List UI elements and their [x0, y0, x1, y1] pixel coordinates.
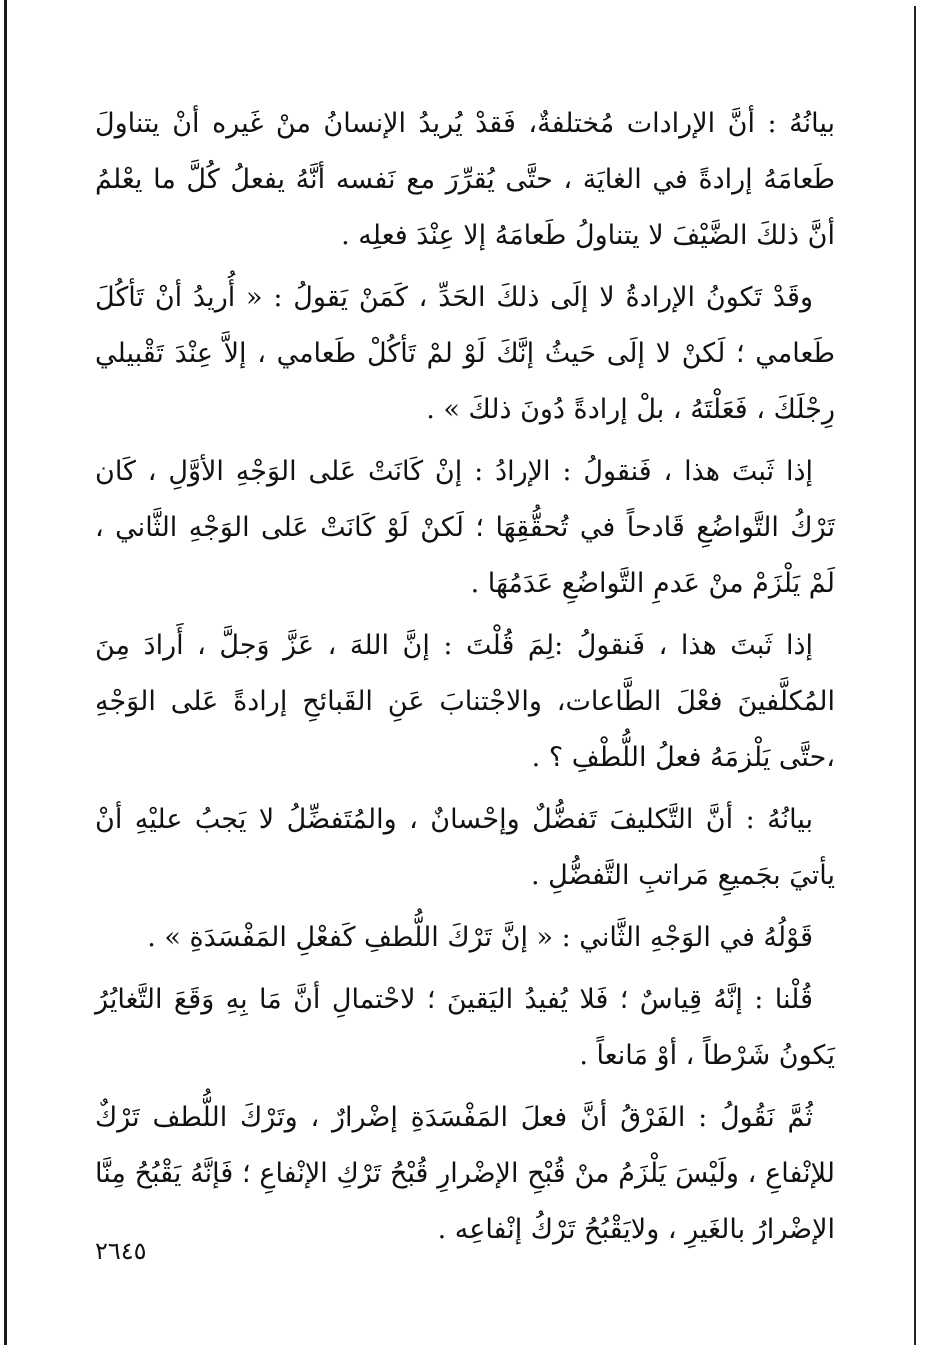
paragraph-8: ثُمَّ نَقُولُ : الفَرْقُ أنَّ فعلَ المَفْسَدَةِ إضْرارٌ ، وتَرْكَ اللُّطف تَرْكٌ للإنْفاعِ ، ولَيْسَ يَلْزَمُ منْ قُبْحِ الإضْرارِ قُبْحُ تَرْكِ الإنْفاعِ ؛ فَإنَّهُ يَقْبُحُ مِنَّا الإضْرارُ بالغَيرِ ، ولايَقْبُحُ تَرْكُ إنْفاعِه . — [95, 1102, 835, 1245]
paragraph-5: بيانُهُ : أنَّ التَّكليفَ تَفضُّلٌ وإحْسانٌ ، والمُتَفضِّلُ لا يَجبُ عليْهِ أنْ يأتيَ بجَميعِ مَراتبِ التَّفضُّلِ . — [95, 804, 835, 891]
scan-border-left — [4, 0, 7, 1345]
paragraph-7: قُلْنا : إنَّهُ قِياسٌ ؛ فَلا يُفيدُ اليَقينَ ؛ لاحْتمالِ أنَّ مَا بِهِ وَقَعَ التَّغايُرُ يَكونُ شَرْطاً ، أوْ مَانعاً . — [95, 984, 835, 1071]
paragraph-6: قَوْلُهُ في الوَجْهِ الثَّاني : « إنَّ تَرْكَ اللُّطفِ كَفعْلِ المَفْسَدَةِ » . — [147, 922, 813, 953]
paragraph-4: إذا ثَبتَ هذا ، فَنقولُ :لِمَ قُلْتَ : إنَّ اللهَ ، عَزَّ وَجلَّ ، أَرادَ مِنَ المُكلَّفينَ فعْلَ الطَّاعات، والاجْتنابَ عَنِ القَبائحِ إرادةً عَلى الوَجْهِ ،حتَّى يَلْزمَهُ فعلُ اللُّطْفِ ؟ . — [95, 630, 835, 773]
paragraph-1: بيانُهُ : أنَّ الإرادات مُختلفةٌ، فَقدْ يُريدُ الإنسانُ منْ غَيره أنْ يتناولَ طَعامَهُ إرادةً في الغايَة ، حتَّى يُقرِّرَ مع نَفسه أنَّهُ يفعلُ كُلَّ ما يعْلمُ أنَّ ذلكَ الضَّيْفَ لا يتناولُ طَعامَهُ إلا عِنْدَ فعلِه . — [95, 108, 835, 251]
page-number: ٢٦٤٥ — [95, 1237, 147, 1265]
page-body — [95, 96, 835, 1264]
scan-border-right — [914, 6, 916, 1345]
paragraph-2: وقَدْ تَكونُ الإرادةُ لا إلَى ذلكَ الحَدِّ ، كَمَنْ يَقولُ : « أُريدُ أنْ تَأكُلَ طَعامي ؛ لَكنْ لا إلَى حَيثُ إنَّكَ لَوْ لمْ تَأكُلْ طَعامي ، إلاَّ عِنْدَ تَقْبيلي رِجْلَكَ ، فَعَلْتَهُ ، بلْ إرادةً دُونَ ذلكَ » . — [95, 282, 835, 425]
paragraph-3: إذا ثَبتَ هذا ، فَنقولُ : الإرادُ : إنْ كَانَتْ عَلى الوَجْهِ الأوَّلِ ، كَان تَرْكُ التَّواضُعِ قَادحاً في تُحقُّقِهَا ؛ لَكنْ لَوْ كَانَتْ عَلى الوَجْهِ الثَّاني ، لَمْ يَلْزَمْ منْ عَدمِ التَّواضُعِ عَدَمُهَا . — [95, 456, 835, 599]
